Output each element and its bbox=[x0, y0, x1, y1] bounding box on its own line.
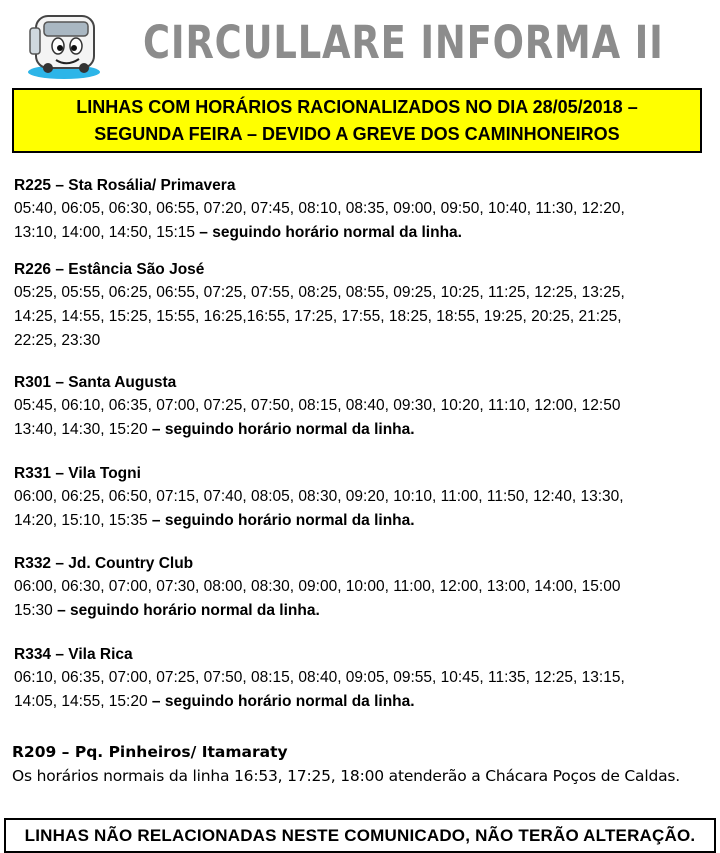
route-section-r209 bbox=[12, 740, 712, 789]
route-title: R331 – Vila Togni bbox=[14, 465, 141, 482]
schedule-line: 05:40, 06:05, 06:30, 06:55, 07:20, 07:45, 08:10, 08:35, 09:00, 09:50, 10:40, 11:30, 12:20, bbox=[14, 200, 625, 217]
normal-schedule-note: – seguindo horário normal da linha. bbox=[151, 512, 415, 529]
route-title: R209 – Pq. Pinheiros/ Itamaraty bbox=[12, 743, 288, 761]
schedule-line-last bbox=[14, 418, 714, 442]
normal-schedule-note: – seguindo horário normal da linha. bbox=[151, 421, 415, 438]
schedule-times: 13:40, 14:30, 15:20 bbox=[14, 421, 152, 438]
schedule-line-last bbox=[14, 221, 714, 245]
brand-title: CIRCULLARE INFORMA II bbox=[143, 16, 664, 69]
normal-schedule-note: – seguindo horário normal da linha. bbox=[57, 602, 320, 619]
route-title: R226 – Estância São José bbox=[14, 261, 205, 278]
schedule-times: 14:05, 14:55, 15:20 bbox=[14, 693, 152, 710]
schedule-times: 13:10, 14:00, 14:50, 15:15 bbox=[14, 224, 200, 241]
route-section-r301 bbox=[14, 372, 714, 442]
notice-banner bbox=[12, 88, 702, 153]
route-title: R301 – Santa Augusta bbox=[14, 374, 177, 391]
schedule-line: 14:25, 14:55, 15:25, 15:55, 16:25,16:55, 17:25, 17:55, 18:25, 18:55, 19:25, 20:25, 21:25, bbox=[14, 308, 622, 325]
route-section-r332 bbox=[14, 553, 714, 623]
schedule-line: 06:10, 06:35, 07:00, 07:25, 07:50, 08:15, 08:40, 09:05, 09:55, 10:45, 11:35, 12:25, 13:15, bbox=[14, 669, 625, 686]
route-section-r226 bbox=[14, 259, 714, 353]
route-title: R332 – Jd. Country Club bbox=[14, 555, 194, 572]
schedule-line-last bbox=[14, 599, 714, 623]
bus-mascot-icon bbox=[26, 8, 102, 80]
schedule-line-last bbox=[14, 509, 714, 533]
schedule-line: 05:45, 06:10, 06:35, 07:00, 07:25, 07:50, 08:15, 08:40, 09:30, 10:20, 11:10, 12:00, 12:50 bbox=[14, 397, 621, 414]
route-section-r331 bbox=[14, 463, 714, 533]
schedule-line: 06:00, 06:25, 06:50, 07:15, 07:40, 08:05, 08:30, 09:20, 10:10, 11:00, 11:50, 12:40, 13:30, bbox=[14, 488, 624, 505]
route-section-r225 bbox=[14, 175, 714, 245]
footer-notice bbox=[4, 818, 716, 853]
schedule-times: 15:30 bbox=[14, 602, 58, 619]
schedule-line-last bbox=[14, 690, 714, 714]
schedule-times: 14:20, 15:10, 15:35 bbox=[14, 512, 152, 529]
normal-schedule-note: – seguindo horário normal da linha. bbox=[151, 693, 415, 710]
route-section-r334 bbox=[14, 644, 714, 714]
route-title: R225 – Sta Rosália/ Primavera bbox=[14, 177, 236, 194]
banner-line-1: LINHAS COM HORÁRIOS RACIONALIZADOS NO DIA 28/05/2018 – bbox=[76, 96, 638, 117]
route-note: Os horários normais da linha 16:53, 17:25, 18:00 atenderão a Chácara Poços de Caldas. bbox=[12, 767, 680, 785]
schedule-line: 05:25, 05:55, 06:25, 06:55, 07:25, 07:55, 08:25, 08:55, 09:25, 10:25, 11:25, 12:25, 13:25, bbox=[14, 284, 625, 301]
schedule-line: 06:00, 06:30, 07:00, 07:30, 08:00, 08:30, 09:00, 10:00, 11:00, 12:00, 13:00, 14:00, 15:00 bbox=[14, 578, 621, 595]
route-title: R334 – Vila Rica bbox=[14, 646, 133, 663]
banner-line-2: SEGUNDA FEIRA – DEVIDO A GREVE DOS CAMINHONEIROS bbox=[94, 123, 620, 144]
schedule-line: 22:25, 23:30 bbox=[14, 332, 101, 349]
footer-text: LINHAS NÃO RELACIONADAS NESTE COMUNICADO, NÃO TERÃO ALTERAÇÃO. bbox=[24, 825, 696, 845]
normal-schedule-note: – seguindo horário normal da linha. bbox=[199, 224, 462, 241]
